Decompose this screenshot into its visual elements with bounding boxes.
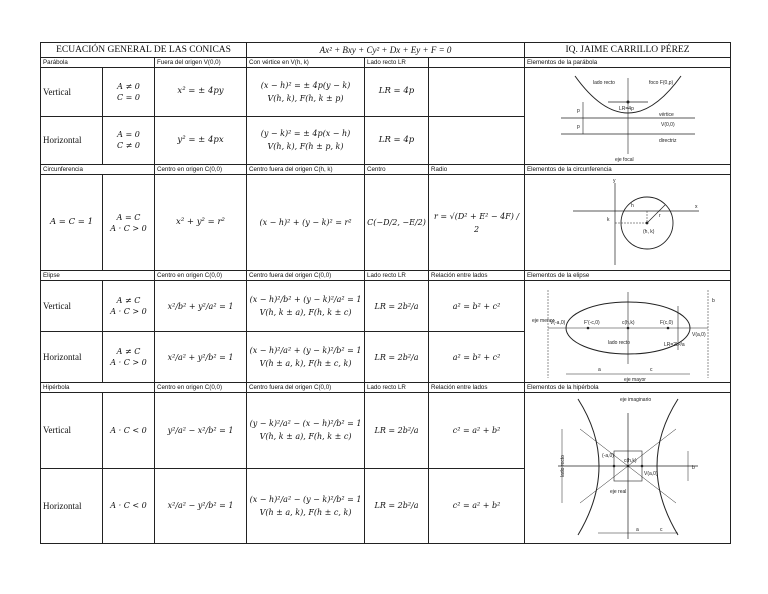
equation-outside: (x − h)²/b² + (y − k)²/a² = 1 V(h, k ± a), F(h, k ± c) [247,281,365,332]
col-header [429,58,525,68]
svg-text:eje imaginario: eje imaginario [619,397,651,403]
equation-origin: x² + y² = r² [155,175,247,271]
condition: A = 0 C ≠ 0 [103,116,155,165]
svg-text:V(a,0): V(a,0) [691,331,706,338]
general-equation: Ax² + Bxy + Cy² + Dx + Ey + F = 0 [247,43,525,58]
header-row [41,43,731,58]
equation-origin: x²/a² − y²/b² = 1 [155,468,247,544]
svg-text:eje focal: eje focal [614,157,634,163]
svg-text:foco F(0,p): foco F(0,p) [648,80,673,86]
equation-origin: x²/b² + y²/a² = 1 [155,281,247,332]
table-row [41,393,731,469]
sheet-title: ECUACIÓN GENERAL DE LAS CONICAS [41,43,247,58]
empty-cell [429,116,525,165]
latus-rectum: LR = 2b²/a [365,332,429,383]
svg-text:c(h,k): c(h,k) [621,319,635,326]
row-label: Vertical [41,393,103,469]
conics-reference-sheet [40,42,730,552]
svg-text:c: c [659,527,663,533]
side-relation: c² = a² + b² [429,468,525,544]
svg-text:eje real: eje real [609,489,626,495]
svg-text:b: b [691,465,695,471]
conics-table [40,42,731,544]
table-row [41,175,731,271]
svg-text:y: y [612,177,616,184]
row-label: Vertical [41,68,103,117]
col-header: Elementos de la parábola [525,58,731,68]
col-header: Lado recto LR [365,271,429,281]
col-header: Centro en origen C(0,0) [155,165,247,175]
svg-text:(-a,0): (-a,0) [601,453,614,459]
svg-text:vértice: vértice [658,112,674,118]
col-header: Radio [429,165,525,175]
side-relation: a² = b² + c² [429,332,525,383]
table-row [41,281,731,332]
hyperbola-diagram [525,393,731,544]
svg-text:V(a,0): V(a,0) [643,471,658,477]
condition: A ≠ C A · C > 0 [103,332,155,383]
svg-text:p: p [576,124,580,130]
svg-text:c(h,k): c(h,k) [623,458,637,464]
svg-text:x: x [694,203,698,210]
svg-text:r: r [658,212,661,219]
col-header: Centro [365,165,429,175]
col-header: Lado recto LR [365,58,429,68]
row-label: Vertical [41,281,103,332]
equation-origin: y²/a² − x²/b² = 1 [155,393,247,469]
side-relation: c² = a² + b² [429,393,525,469]
ellipse-section-header [41,271,731,281]
row-label: Horizontal [41,332,103,383]
condition: A ≠ C A · C > 0 [103,281,155,332]
col-header: Elementos de la elipse [525,271,731,281]
svg-text:F(c,0): F(c,0) [659,319,673,326]
svg-text:eje mayor: eje mayor [623,376,646,382]
svg-text:(h, k): (h, k) [642,228,654,235]
equation-outside: (x − h)²/a² − (y − k)²/b² = 1 V(h ± a, k), F(h ± c, k) [247,468,365,544]
ellipse-diagram [525,281,731,383]
svg-text:eje menor: eje menor [531,317,554,324]
parabola-diagram [525,68,731,165]
svg-text:b: b [711,297,715,304]
condition: A = C A · C > 0 [103,175,155,271]
svg-text:lado recto: lado recto [592,80,615,86]
circle-diagram [525,175,731,271]
radius-formula: r = √(D² + E² − 4F) / 2 [429,175,525,271]
col-header: Centro fuera del origen C(0,0) [247,383,365,393]
section-label: Elipse [41,271,155,281]
side-relation: a² = b² + c² [429,281,525,332]
col-header: Centro en origen C(0,0) [155,383,247,393]
equation-origin: x² = ± 4py [155,68,247,117]
svg-text:V(0,0): V(0,0) [660,122,675,128]
section-label: Parábola [41,58,155,68]
col-header: Con vértice en V(h, k) [247,58,365,68]
col-header: Elementos de la circunferencia [525,165,731,175]
svg-text:a: a [597,366,601,373]
svg-text:F'(-c,0): F'(-c,0) [583,319,600,326]
col-header: Centro fuera del origen C(h, k) [247,165,365,175]
latus-rectum: LR = 2b²/a [365,468,429,544]
svg-text:LR=4p: LR=4p [618,106,634,112]
latus-rectum: LR = 2b²/a [365,281,429,332]
col-header: Elementos de la hipérbola [525,383,731,393]
col-header: Centro en origen C(0,0) [155,271,247,281]
svg-text:V(-a,0): V(-a,0) [549,319,565,326]
svg-text:h: h [630,202,634,209]
equation-origin: x²/a² + y²/b² = 1 [155,332,247,383]
equation-vertex: (x − h)² = ± 4p(y − k) V(h, k), F(h, k ± p) [247,68,365,117]
condition: A · C < 0 [103,393,155,469]
circle-section-header [41,165,731,175]
row-label: Horizontal [41,116,103,165]
col-header: Fuera del origen V(0,0) [155,58,247,68]
latus-rectum: LR = 4p [365,116,429,165]
svg-text:LR=2b²/a: LR=2b²/a [663,341,685,348]
col-header: Relación entre lados [429,383,525,393]
svg-text:directriz: directriz [658,138,677,144]
equation-vertex: (y − k)² = ± 4p(x − h) V(h, k), F(h ± p, k) [247,116,365,165]
condition: A ≠ 0 C = 0 [103,68,155,117]
parabola-section-header [41,58,731,68]
svg-text:lado recto: lado recto [559,455,566,477]
equation-outside: (x − h)²/a² + (y − k)²/b² = 1 V(h ± a, k), F(h ± c, k) [247,332,365,383]
equation-origin: y² = ± 4px [155,116,247,165]
table-row [41,68,731,117]
svg-text:c: c [649,366,653,373]
section-label: Hipérbola [41,383,155,393]
latus-rectum: LR = 4p [365,68,429,117]
equation-outside: (x − h)² + (y − k)² = r² [247,175,365,271]
svg-text:k: k [606,216,610,223]
equation-outside: (y − k)²/a² − (x − h)²/b² = 1 V(h, k ± a), F(h, k ± c) [247,393,365,469]
condition: A · C < 0 [103,468,155,544]
empty-cell [429,68,525,117]
row-label: Horizontal [41,468,103,544]
svg-text:lado recto: lado recto [607,339,630,346]
svg-text:p: p [576,108,580,114]
author: IQ. JAIME CARRILLO PÉREZ [525,43,731,58]
col-header: Centro fuera del origen C(0,0) [247,271,365,281]
section-label: Circunferencia [41,165,155,175]
col-header: Relación entre lados [429,271,525,281]
row-label: A = C = 1 [41,175,103,271]
latus-rectum: LR = 2b²/a [365,393,429,469]
center-formula: C(−D/2, −E/2) [365,175,429,271]
col-header: Lado recto LR [365,383,429,393]
svg-text:a: a [635,527,639,533]
hyperbola-section-header [41,383,731,393]
